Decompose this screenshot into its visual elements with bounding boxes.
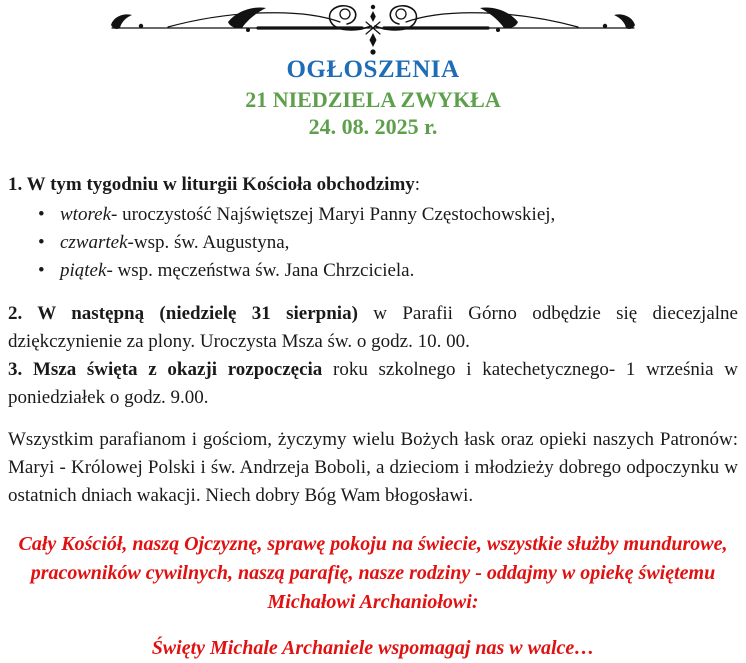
list-item-thursday [8,229,738,257]
day-detail: -wsp. św. Augustyna, [127,232,290,253]
sunday-title: 21 NIEDZIELA ZWYKŁA [245,87,501,112]
list-item-tuesday [8,201,738,229]
prayer-block [8,530,738,663]
prayer-dedication: Cały Kościół, naszą Ojczyznę, sprawę pokoju na świecie, wszystkie służby mundurowe, pracowników cywilnych, naszą parafię, nasze rodziny - oddajmy w opiekę świętemu Michałowi Archaniołowi: [18,533,728,613]
section-3-body: roku szkolnego i katechetycznego- 1 września w poniedziałek o godz. 9.00. [8,359,738,408]
section-1 [8,171,738,285]
liturgy-day-list [8,201,738,285]
list-item-text [60,229,289,257]
day-name: piątek [60,260,107,281]
section-1-heading-colon: : [414,174,421,195]
day-name: czwartek [60,232,128,253]
day-detail: - wsp. męczeństwa św. Jana Chrzciciela. [106,260,415,281]
list-item-friday [8,257,738,285]
section-1-heading [8,171,738,199]
bullet-icon: • [38,204,45,225]
list-item-text [60,257,414,285]
date-line: 24. 08. 2025 r. [308,114,438,139]
section-3-paragraph [8,356,738,412]
closing-paragraph: Wszystkim parafianom i gościom, życzymy wielu Bożych łask oraz opieki naszych Patronów: Maryi - Królowej Polski i św. Andrzeja Boboli, a dzieciom i młodzieży dobrego odpoczynku w ostatnich dniach wakacji. Niech dobry Bóg Wam błogosławi. [8,429,738,506]
day-name: wtorek [60,204,112,225]
bullet-icon: • [38,232,45,253]
list-item-text [60,201,555,229]
section-2-lead: 2. W następną (niedzielę 31 sierpnia) [8,303,358,324]
section-2-paragraph [8,300,738,356]
section-2-body: w Parafii Górno odbędzie się diecezjalne dziękczynienie za plony. Uroczysta Msza św. o godz. 10. 00. [8,303,738,352]
section-3-lead: 3. Msza święta z okazji rozpoczęcia [8,359,323,380]
ornament-divider-icon [0,2,746,56]
day-detail: - uroczystość Najświętszej Maryi Panny Częstochowskiej, [111,204,556,225]
announcement-document [0,2,746,663]
bullet-icon: • [38,260,45,281]
section-1-heading-text: 1. W tym tygodniu w liturgii Kościoła obchodzimy [8,174,415,195]
page-title: OGŁOSZENIA [286,56,460,83]
prayer-invocation: Święty Michale Archaniele wspomagaj nas w walce… [151,637,595,659]
